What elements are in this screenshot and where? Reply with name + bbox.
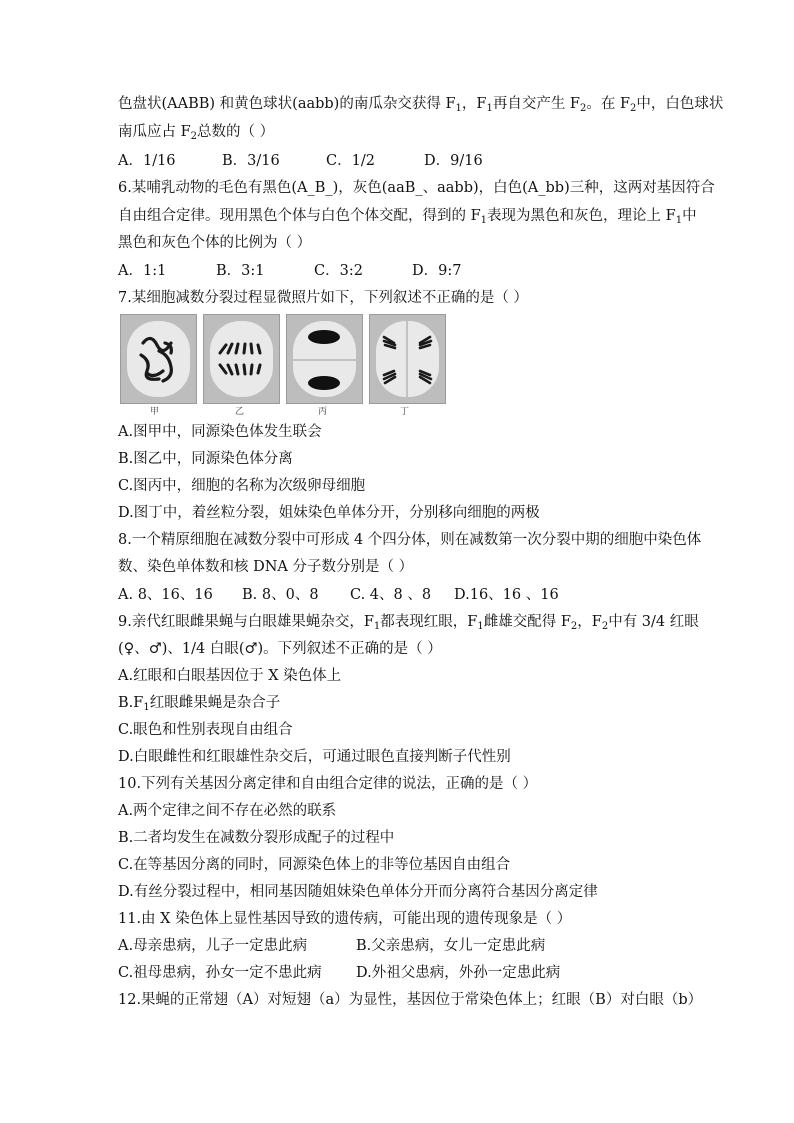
q10-option-a: A.两个定律之间不存在必然的联系 bbox=[118, 803, 337, 819]
q6-option-b: B．3:1 bbox=[216, 263, 265, 279]
q5-option-d: D．9/16 bbox=[424, 153, 483, 169]
q6-option-c: C．3:2 bbox=[314, 263, 363, 279]
q9-option-b: $B.F_1$红眼雌果蝇是杂合子 bbox=[118, 695, 281, 713]
q9-option-c: C.眼色和性别表现自由组合 bbox=[118, 722, 293, 738]
q7-option-b: B.图乙中，同源染色体分离 bbox=[118, 451, 293, 467]
q10-option-b: B.二者均发生在减数分裂形成配子的过程中 bbox=[118, 830, 395, 846]
q7-stem: 7.某细胞减数分裂过程显微照片如下，下列叙述不正确的是（ ） bbox=[118, 290, 528, 306]
chromosome-tangle-icon bbox=[121, 315, 196, 403]
caption-bing: 丙 bbox=[318, 407, 328, 417]
q10-option-c: C.在等基因分离的同时，同源染色体上的非等位基因自由组合 bbox=[118, 857, 511, 873]
q9-option-a: A.红眼和白眼基因位于 X 染色体上 bbox=[118, 668, 342, 684]
q7-option-c: C.图丙中，细胞的名称为次级卵母细胞 bbox=[118, 478, 366, 494]
q9-line-1: 9.亲代红眼雌果蝇与白眼雄果蝇杂交，$F_1$都表现红眼，$F_1$雌雄交配得 $F_2$，$F_2$中有 3/4 红眼 bbox=[118, 614, 699, 632]
caption-yi: 乙 bbox=[235, 407, 245, 417]
q6-line-1: 6.某哺乳动物的毛色有黑色(A_B_)，灰色(aaB_、aabb)，白色(A_bb)三种，这两对基因符合 bbox=[118, 180, 715, 196]
q9-line-2: (♀、♂)、1/4 白眼(♂)。下列叙述不正确的是（ ） bbox=[118, 641, 442, 657]
q5-option-a: A．1/16 bbox=[118, 153, 176, 169]
q7-option-d: D.图丁中，着丝粒分裂，姐妹染色单体分开，分别移向细胞的两极 bbox=[118, 505, 540, 521]
q10-option-d: D.有丝分裂过程中，相同基因随姐妹染色单体分开而分离符合基因分离定律 bbox=[118, 884, 598, 900]
q10-stem: 10.下列有关基因分离定律和自由组合定律的说法，正确的是（ ） bbox=[118, 776, 538, 792]
q8-line-1: 8.一个精原细胞在减数分裂中可形成 4 个四分体，则在减数第一次分裂中期的细胞中染色体 bbox=[118, 532, 702, 548]
q11-stem: 11.由 X 染色体上显性基因导致的遗传病，可能出现的遗传现象是（ ） bbox=[118, 911, 572, 927]
q8-option-a: A. 8、16、16 bbox=[118, 587, 213, 603]
micrograph-bing bbox=[286, 314, 363, 404]
q6-line-2: 自由组合定律。现用黑色个体与白色个体交配，得到的 $F_1$表现为黑色和灰色，理论上 $F_1$中 bbox=[118, 208, 697, 226]
q5-line-1: 色盘状(AABB) 和黄色球状(aabb)的南瓜杂交获得 $F_1$，$F_1$再自交产生 $F_2$。在 $F_2$中，白色球状 bbox=[118, 96, 724, 114]
q8-option-b: B. 8、0、8 bbox=[242, 587, 319, 603]
caption-ding: 丁 bbox=[400, 407, 410, 417]
chromosome-clusters-icon bbox=[287, 315, 362, 403]
micrograph-ding bbox=[369, 314, 446, 404]
q8-option-c: C. 4、8 、8 bbox=[350, 587, 432, 603]
q12-line-1: 12.果蝇的正常翅（A）对短翅（a）为显性，基因位于常染色体上；红眼（B）对白眼（b） bbox=[118, 992, 703, 1008]
q5-option-b: B．3/16 bbox=[222, 153, 280, 169]
micrograph-jia bbox=[120, 314, 197, 404]
micrograph-strip bbox=[120, 314, 442, 404]
q11-option-b: B.父亲患病，女儿一定患此病 bbox=[356, 938, 546, 954]
q6-option-a: A．1:1 bbox=[118, 263, 167, 279]
q6-line-3: 黑色和灰色个体的比例为（ ） bbox=[118, 235, 312, 251]
micrograph-yi bbox=[203, 314, 280, 404]
q8-line-2: 数、染色单体数和核 DNA 分子数分别是（ ） bbox=[118, 559, 414, 575]
q6-option-d: D．9:7 bbox=[412, 263, 462, 279]
q7-option-a: A.图甲中，同源染色体发生联会 bbox=[118, 424, 322, 440]
caption-jia: 甲 bbox=[150, 407, 160, 417]
q11-option-c: C.祖母患病，孙女一定不患此病 bbox=[118, 965, 322, 981]
q11-option-a: A.母亲患病，儿子一定患此病 bbox=[118, 938, 308, 954]
q5-option-c: C．1/2 bbox=[326, 153, 375, 169]
q8-option-d: D.16、16 、16 bbox=[454, 587, 559, 603]
q11-option-d: D.外祖父患病，外孙一定患此病 bbox=[356, 965, 561, 981]
q9-option-d: D.白眼雌性和红眼雄性杂交后，可通过眼色直接判断子代性别 bbox=[118, 749, 511, 765]
q5-line-2: 南瓜应占 $F_2$总数的（ ） bbox=[118, 124, 275, 142]
chromosome-pairs-icon bbox=[204, 315, 279, 403]
chromosome-poles-icon bbox=[370, 315, 445, 403]
